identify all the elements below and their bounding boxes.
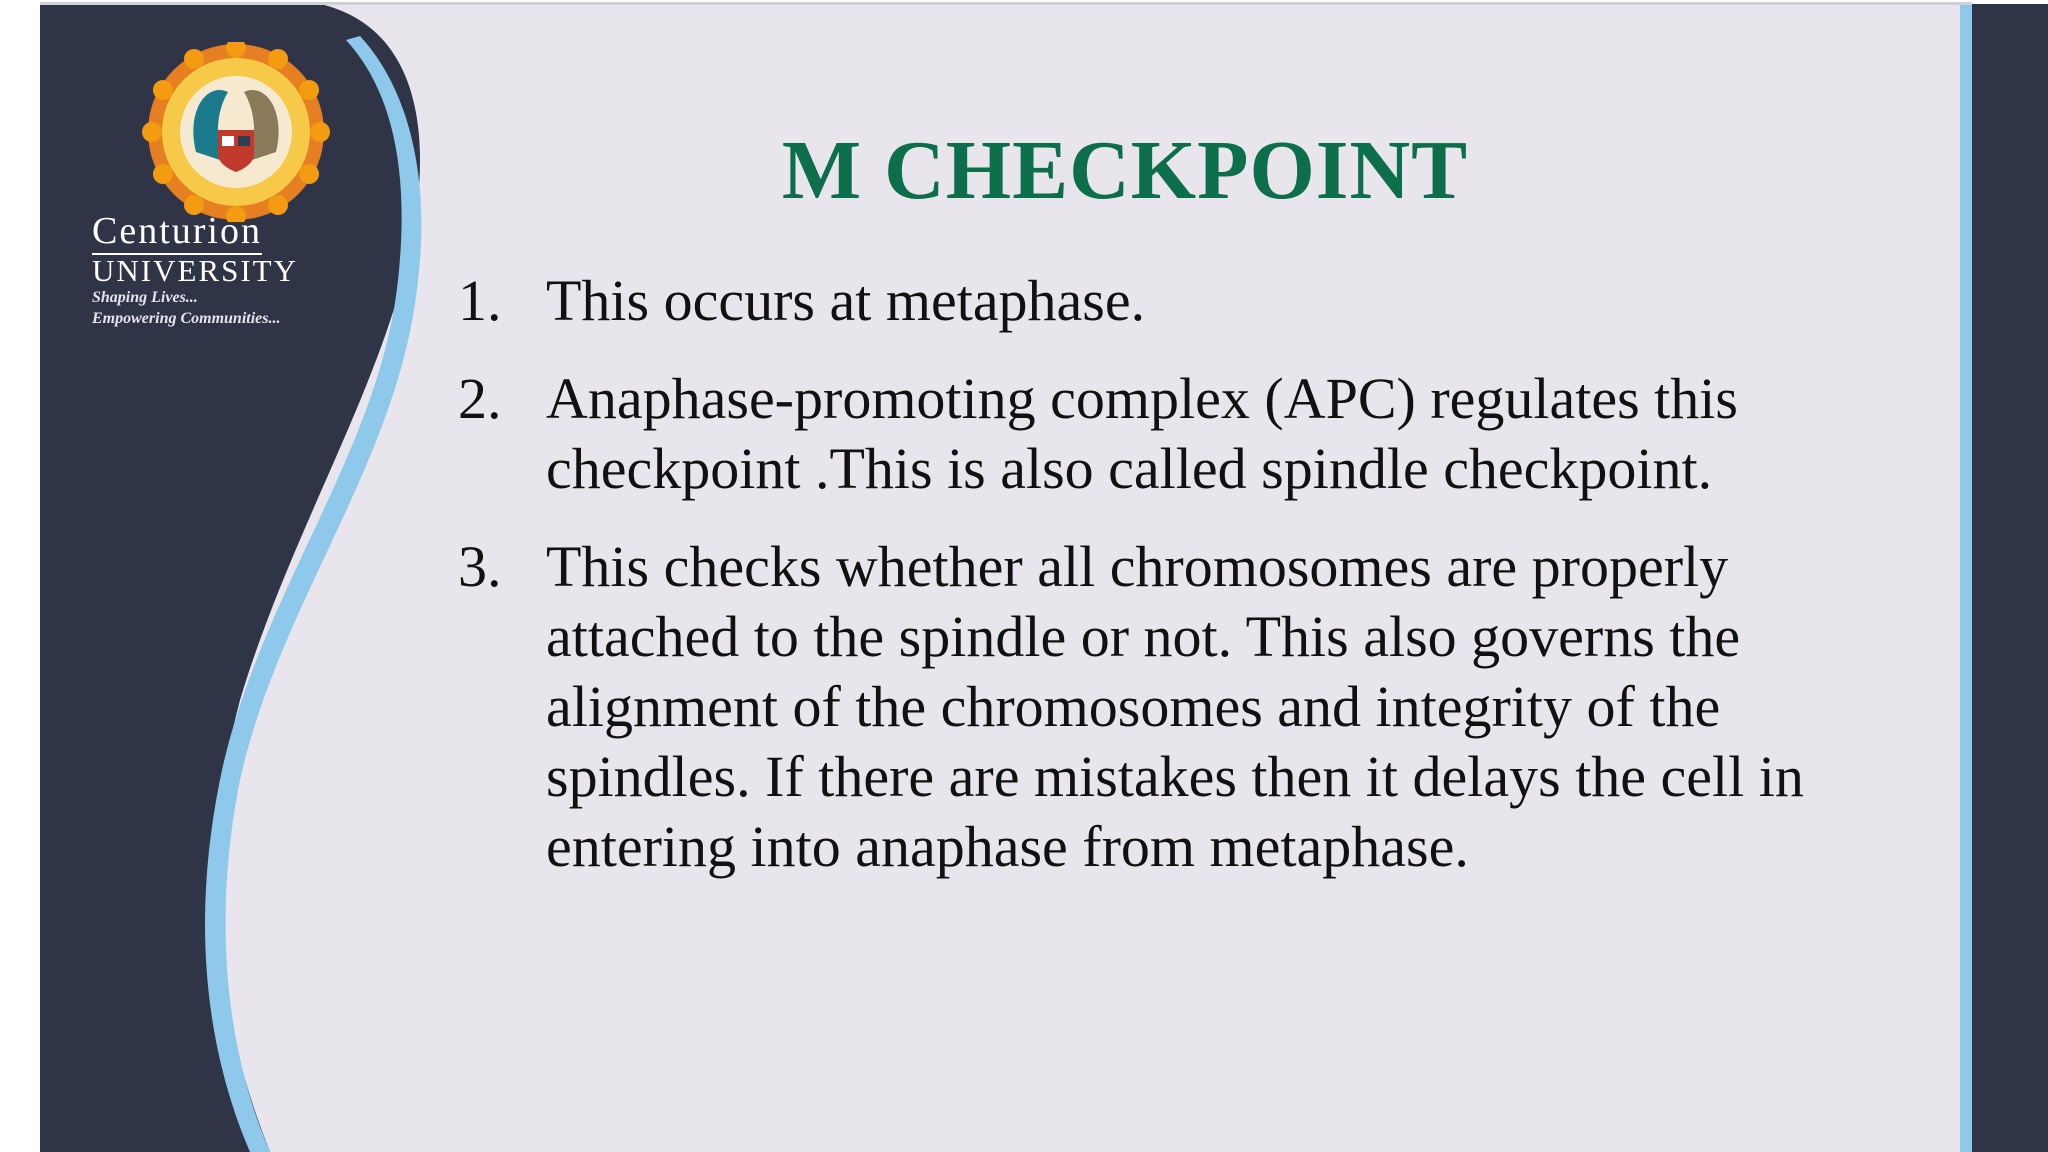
list-item-text: This checks whether all chromosomes are properly attached to the spindle or not. This also governs the alignment of the chromosomes and integrity of the spindles. If there are mistakes then it delays the cell in entering into anaphase from metaphase.: [546, 534, 1804, 879]
right-dark-bar: [1972, 4, 2048, 1152]
tagline-line-2: Empowering Communities...: [92, 310, 281, 327]
tagline-line-1: Shaping Lives...: [92, 289, 198, 306]
right-accent-stripe: [1960, 4, 1972, 1152]
university-name: Centurion: [92, 211, 262, 255]
list-item-text: Anaphase-promoting complex (APC) regulates this checkpoint .This is also called spindle checkpoint.: [546, 366, 1738, 501]
checkpoint-points-list: [458, 266, 1928, 910]
list-item-text: This occurs at metaphase.: [546, 268, 1146, 333]
university-subname: UNIVERSITY: [92, 253, 298, 288]
slide-title: M CHECKPOINT: [781, 124, 1469, 217]
list-item: [458, 266, 1928, 336]
list-item-number: 3.: [458, 534, 502, 599]
university-seal-logo: [88, 42, 388, 222]
list-item-number: 1.: [458, 268, 502, 333]
list-item-number: 2.: [458, 366, 502, 431]
list-item: [458, 532, 1928, 882]
university-branding: [92, 211, 412, 329]
list-item: [458, 364, 1928, 504]
